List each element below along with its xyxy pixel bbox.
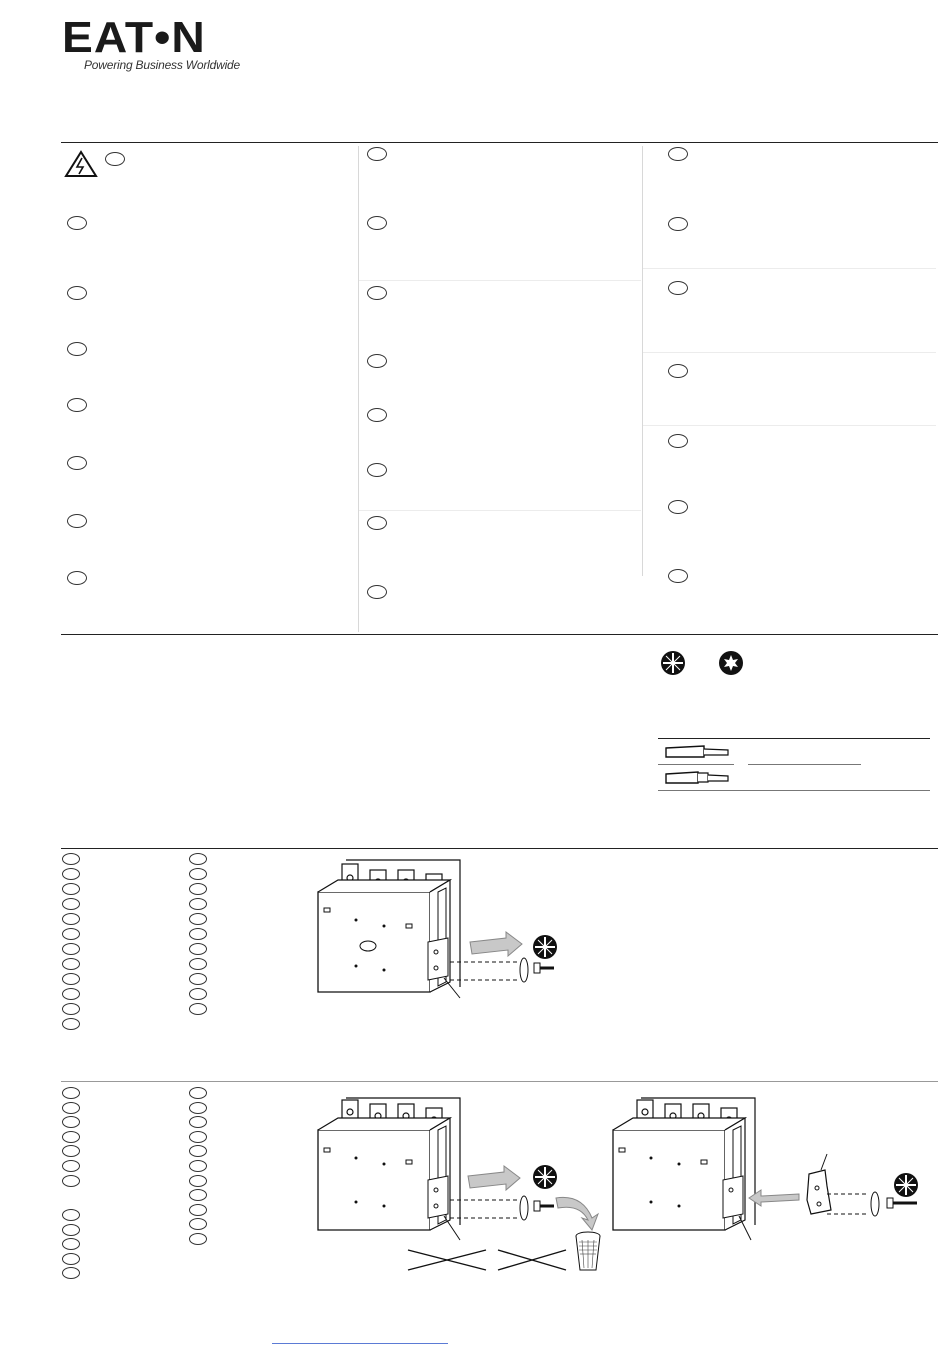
faint-rule	[643, 352, 936, 353]
wire-table-bottom	[658, 790, 930, 791]
stripped-wire-icon	[664, 743, 732, 761]
top-rule	[61, 142, 938, 143]
language-code-oval	[367, 147, 387, 161]
language-code-oval	[62, 1116, 80, 1128]
language-code-oval	[189, 1145, 207, 1157]
language-code-oval	[189, 988, 207, 1000]
document-link-underline[interactable]	[272, 1343, 448, 1344]
language-code-oval	[668, 569, 688, 583]
language-code-oval	[189, 1175, 207, 1187]
language-code-oval	[62, 988, 80, 1000]
language-code-oval	[62, 1238, 80, 1250]
contactor-remove-screw-illustration	[310, 852, 590, 1002]
language-code-oval	[367, 216, 387, 230]
language-code-oval	[62, 1253, 80, 1265]
language-code-oval	[367, 408, 387, 422]
language-code-oval	[668, 434, 688, 448]
language-code-oval	[62, 1131, 80, 1143]
language-code-oval	[367, 585, 387, 599]
language-code-oval	[189, 1003, 207, 1015]
language-code-oval	[367, 516, 387, 530]
language-code-oval	[189, 1189, 207, 1201]
section-rule-1	[61, 848, 938, 849]
language-code-oval	[62, 853, 80, 865]
language-code-oval	[62, 928, 80, 940]
language-code-oval	[668, 147, 688, 161]
language-code-oval	[62, 868, 80, 880]
language-code-oval	[189, 1204, 207, 1216]
faint-rule	[359, 280, 641, 281]
ferrule-wire-icon	[664, 769, 732, 787]
language-code-oval	[189, 1160, 207, 1172]
language-code-oval	[62, 913, 80, 925]
language-code-oval	[62, 1224, 80, 1236]
language-code-oval	[189, 1102, 207, 1114]
column-divider-1	[358, 146, 359, 632]
section-rule-2	[61, 1081, 938, 1082]
language-code-oval	[367, 463, 387, 477]
language-code-oval	[189, 928, 207, 940]
language-code-oval	[668, 217, 688, 231]
language-code-oval	[668, 281, 688, 295]
faint-rule	[643, 425, 936, 426]
language-code-oval	[189, 853, 207, 865]
language-code-oval	[62, 1267, 80, 1279]
phillips-screwdriver-icon	[893, 1172, 919, 1198]
language-code-oval	[62, 898, 80, 910]
eaton-logo: EAT•N	[62, 13, 206, 62]
language-code-oval	[189, 868, 207, 880]
language-block-bottom-rule	[61, 634, 938, 635]
language-code-oval	[189, 1131, 207, 1143]
language-code-oval	[62, 1209, 80, 1221]
language-code-oval	[67, 342, 87, 356]
language-code-oval	[67, 398, 87, 412]
language-code-oval	[189, 913, 207, 925]
language-code-oval	[62, 1160, 80, 1172]
torx-screwdriver-icon	[718, 650, 744, 676]
language-code-oval	[62, 1087, 80, 1099]
language-code-oval	[67, 286, 87, 300]
language-code-oval	[67, 456, 87, 470]
faint-rule	[359, 510, 641, 511]
language-code-oval	[189, 898, 207, 910]
language-code-oval	[105, 152, 125, 166]
phillips-screwdriver-icon	[660, 650, 686, 676]
phillips-screwdriver-icon	[532, 934, 558, 960]
language-code-oval	[67, 514, 87, 528]
language-code-oval	[367, 286, 387, 300]
language-code-oval	[62, 958, 80, 970]
phillips-screwdriver-icon	[532, 1164, 558, 1190]
language-code-oval	[67, 216, 87, 230]
tagline: Powering Business Worldwide	[84, 58, 241, 72]
faint-rule	[643, 268, 936, 269]
language-code-oval	[62, 883, 80, 895]
language-code-oval	[62, 1102, 80, 1114]
language-code-oval	[189, 1233, 207, 1245]
contactor-fit-bracket-illustration	[605, 1090, 925, 1250]
wastebin-icon	[574, 1230, 602, 1274]
language-code-oval	[189, 973, 207, 985]
language-code-oval	[62, 1003, 80, 1015]
language-code-oval	[189, 1116, 207, 1128]
wire-row-rule	[658, 764, 734, 765]
language-code-oval	[67, 571, 87, 585]
language-code-oval	[62, 1175, 80, 1187]
high-voltage-warning-icon	[64, 150, 98, 178]
wire-table-top	[658, 738, 930, 739]
language-code-oval	[62, 973, 80, 985]
language-code-oval	[189, 958, 207, 970]
language-code-oval	[189, 1087, 207, 1099]
language-code-oval	[62, 943, 80, 955]
language-code-oval	[62, 1145, 80, 1157]
column-divider-2	[642, 146, 643, 576]
language-code-oval	[189, 943, 207, 955]
contactor-discard-screw-illustration	[310, 1090, 610, 1280]
language-code-oval	[367, 354, 387, 368]
language-code-oval	[668, 364, 688, 378]
language-code-oval	[62, 1018, 80, 1030]
wire-row-rule	[748, 764, 861, 765]
language-code-oval	[189, 883, 207, 895]
language-code-oval	[668, 500, 688, 514]
language-code-oval	[189, 1218, 207, 1230]
